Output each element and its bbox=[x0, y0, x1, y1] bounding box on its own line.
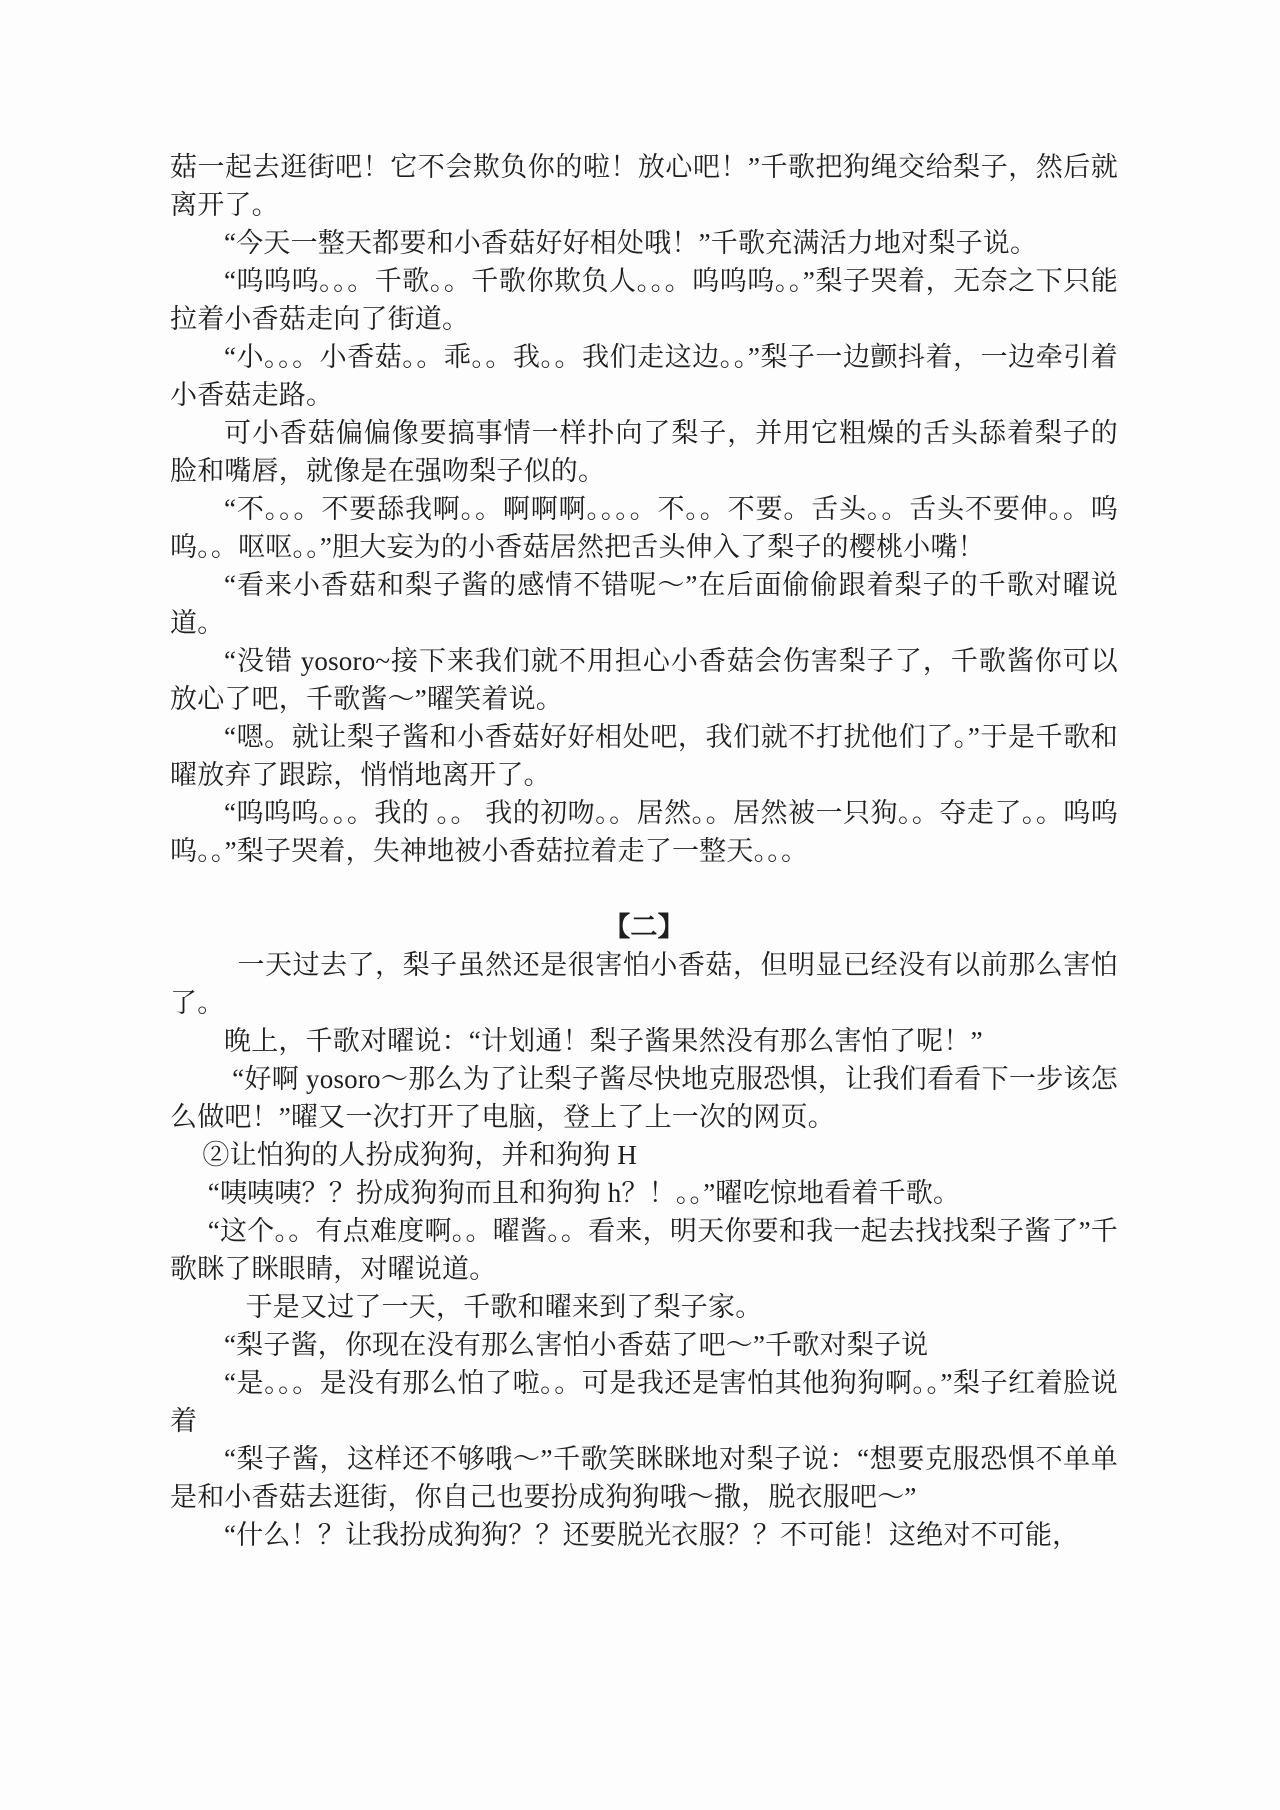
paragraph: 于是又过了一天，千歌和曜来到了梨子家。 bbox=[245, 1292, 763, 1322]
paragraph: “嗯。就让梨子酱和小香菇好好相处吧，我们就不打扰他们了。”于是千歌和曜放弃了跟踪，悄悄地离开了。 bbox=[170, 722, 1118, 790]
document-body bbox=[170, 148, 1118, 1554]
paragraph: “这个。。有点难度啊。。曜酱。。看来，明天你要和我一起去找找梨子酱了”千歌眯了眯眼睛，对曜说道。 bbox=[170, 1216, 1118, 1284]
paragraph: “小。。。小香菇。。乖。。我。。我们走这边。。”梨子一边颤抖着，一边牵引着小香菇走路。 bbox=[170, 342, 1118, 410]
paragraph: “好啊 yosoro～那么为了让梨子酱尽快地克服恐惧，让我们看看下一步该怎么做吧！”曜又一次打开了电脑，登上了上一次的网页。 bbox=[170, 1064, 1118, 1132]
paragraph: “咦咦咦？？扮成狗狗而且和狗狗 h？！。。”曜吃惊地看着千歌。 bbox=[207, 1178, 961, 1208]
paragraph: “呜呜呜。。。千歌。。千歌你欺负人。。。呜呜呜。。”梨子哭着，无奈之下只能拉着小香菇走向了街道。 bbox=[170, 266, 1118, 334]
section-heading: 【二】 bbox=[603, 912, 685, 942]
paragraph: “是。。。是没有那么怕了啦。。可是我还是害怕其他狗狗啊。。”梨子红着脸说着 bbox=[170, 1368, 1118, 1436]
paragraph: ②让怕狗的人扮成狗狗，并和狗狗 H bbox=[202, 1140, 638, 1170]
paragraph: “不。。。不要舔我啊。。啊啊啊。。。。不。。不要。舌头。。舌头不要伸。。呜呜。。呕呕。。”胆大妄为的小香菇居然把舌头伸入了梨子的樱桃小嘴！ bbox=[170, 494, 1118, 562]
paragraph: “看来小香菇和梨子酱的感情不错呢～”在后面偷偷跟着梨子的千歌对曜说道。 bbox=[170, 570, 1118, 638]
paragraph: 可小香菇偏偏像要搞事情一样扑向了梨子，并用它粗燥的舌头舔着梨子的脸和嘴唇，就像是在强吻梨子似的。 bbox=[170, 418, 1118, 486]
paragraph: 菇一起去逛街吧！它不会欺负你的啦！放心吧！”千歌把狗绳交给梨子，然后就离开了。 bbox=[170, 152, 1118, 220]
paragraph: “梨子酱，你现在没有那么害怕小香菇了吧～”千歌对梨子说 bbox=[224, 1330, 929, 1360]
paragraph: “呜呜呜。。。我的 。。 我的初吻。。居然。。居然被一只狗。。夺走了。。呜呜呜。。”梨子哭着，失神地被小香菇拉着走了一整天。。。 bbox=[170, 798, 1118, 866]
paragraph: “没错 yosoro~接下来我们就不用担心小香菇会伤害梨子了，千歌酱你可以放心了吧，千歌酱～”曜笑着说。 bbox=[170, 646, 1118, 714]
paragraph: 晚上，千歌对曜说：“计划通！梨子酱果然没有那么害怕了呢！” bbox=[224, 1026, 983, 1056]
paragraph: 一天过去了，梨子虽然还是很害怕小香菇，但明显已经没有以前那么害怕了。 bbox=[170, 950, 1118, 1018]
paragraph: “今天一整天都要和小香菇好好相处哦！”千歌充满活力地对梨子说。 bbox=[224, 228, 1038, 258]
paragraph: “梨子酱，这样还不够哦～”千歌笑眯眯地对梨子说：“想要克服恐惧不单单是和小香菇去逛街，你自己也要扮成狗狗哦～撒，脱衣服吧～” bbox=[170, 1444, 1118, 1512]
paragraph: “什么！？让我扮成狗狗？？还要脱光衣服？？不可能！这绝对不可能， bbox=[224, 1520, 1080, 1550]
